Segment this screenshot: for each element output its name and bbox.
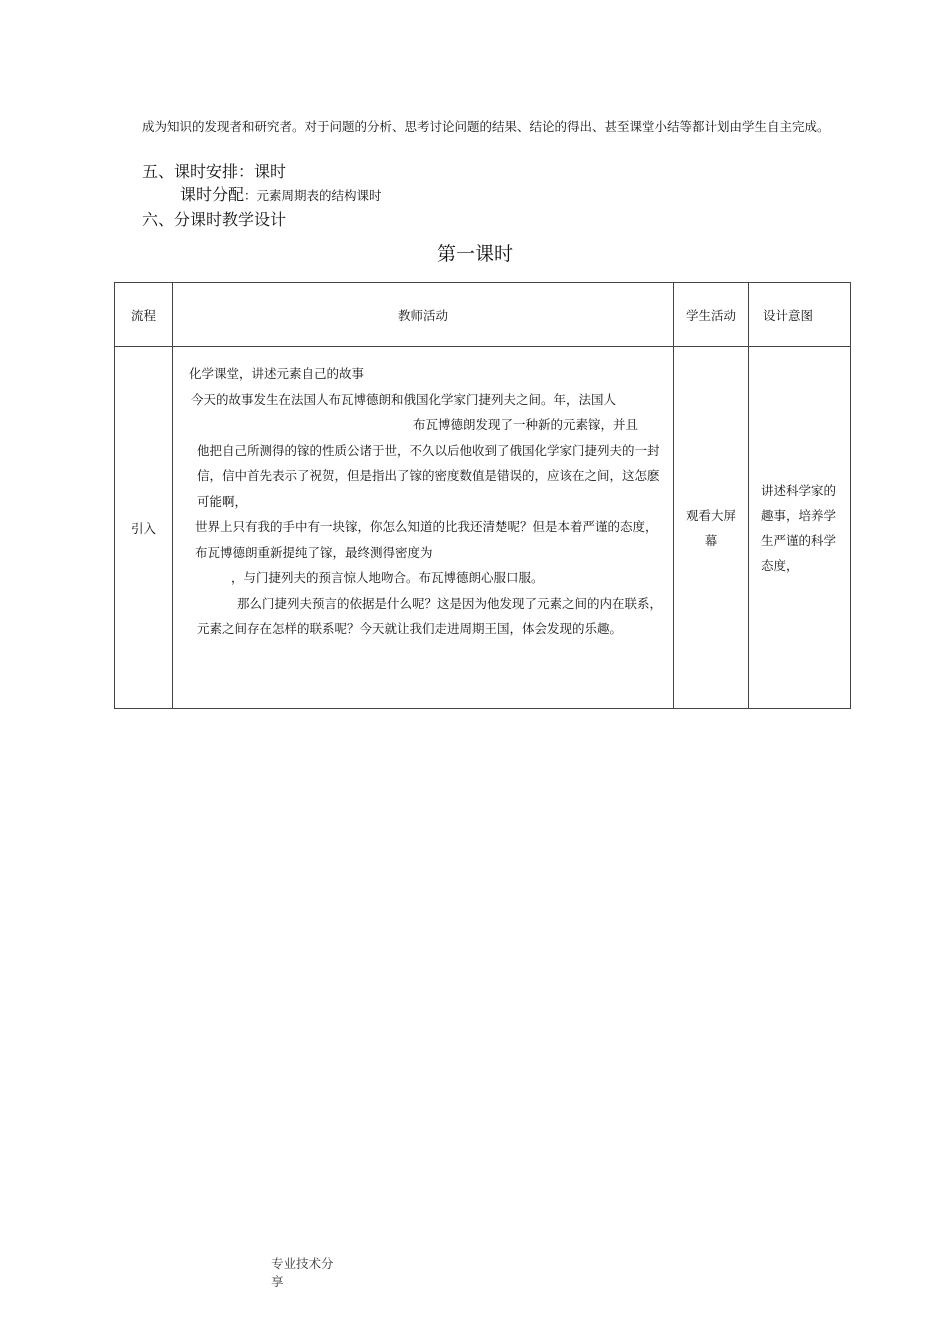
header-step: 流程 bbox=[115, 283, 173, 347]
lesson-allocation bbox=[180, 184, 382, 207]
page-footer: 专业技术分享 bbox=[271, 1256, 334, 1289]
header-design-intent: 设计意图 bbox=[749, 283, 851, 347]
teacher-line: ，与门捷列夫的预言惊人地吻合。布瓦博德朗心服口服。 bbox=[231, 570, 544, 585]
teacher-line: 今天的故事发生在法国人布瓦博德朗和俄国化学家门捷列夫之间。年，法国人 bbox=[191, 391, 617, 407]
teacher-line: 布瓦博德朗发现了一种新的元素镓，并且 bbox=[413, 417, 639, 432]
teacher-line: 化学课堂，讲述元素自己的故事 bbox=[189, 366, 365, 381]
section-6-heading: 六、分课时教学设计 bbox=[142, 210, 287, 229]
lesson-allocation-value: ：元素周期表的结构课时 bbox=[244, 188, 382, 203]
header-student-activity: 学生活动 bbox=[674, 283, 749, 347]
lesson-allocation-label: 课时分配 bbox=[180, 185, 245, 204]
table-row bbox=[115, 347, 851, 709]
step-cell: 引入 bbox=[115, 347, 173, 709]
header-teacher-activity: 教师活动 bbox=[173, 283, 674, 347]
teacher-line: 世界上只有我的手中有一块镓，你怎么知道的比我还清楚呢？但是本着严谨的态度，布瓦博德朗重新提纯了镓，最终测得密度为 bbox=[195, 519, 658, 560]
design-intent-cell: 讲述科学家的趣事，培养学生严谨的科学态度， bbox=[749, 347, 851, 709]
teacher-activity-cell bbox=[173, 347, 674, 709]
intro-paragraph: 成为知识的发现者和研究者。对于问题的分析、思考讨论问题的结果、结论的得出、甚至课堂小结等都计划由学生自主完成。 bbox=[142, 119, 830, 134]
lesson-title: 第一课时 bbox=[436, 243, 513, 265]
teacher-line: 那么门捷列夫预言的依据是什么呢？这是因为他发现了元素之间的内在联系，元素之间存在怎样的联系呢？今天就让我们走进周期王国，体会发现的乐趣。 bbox=[197, 595, 663, 636]
table-header-row bbox=[115, 283, 851, 347]
teacher-line: 他把自己所测得的镓的性质公诸于世，不久以后他收到了俄国化学家门捷列夫的一封信，信中首先表示了祝贺，但是指出了镓的密度数值是错误的，应该在之间，这怎麽可能啊， bbox=[197, 442, 660, 509]
student-activity-cell: 观看大屏幕 bbox=[674, 347, 749, 709]
section-5-heading: 五、课时安排：课时 bbox=[142, 162, 287, 181]
lesson-plan-table bbox=[114, 282, 851, 709]
